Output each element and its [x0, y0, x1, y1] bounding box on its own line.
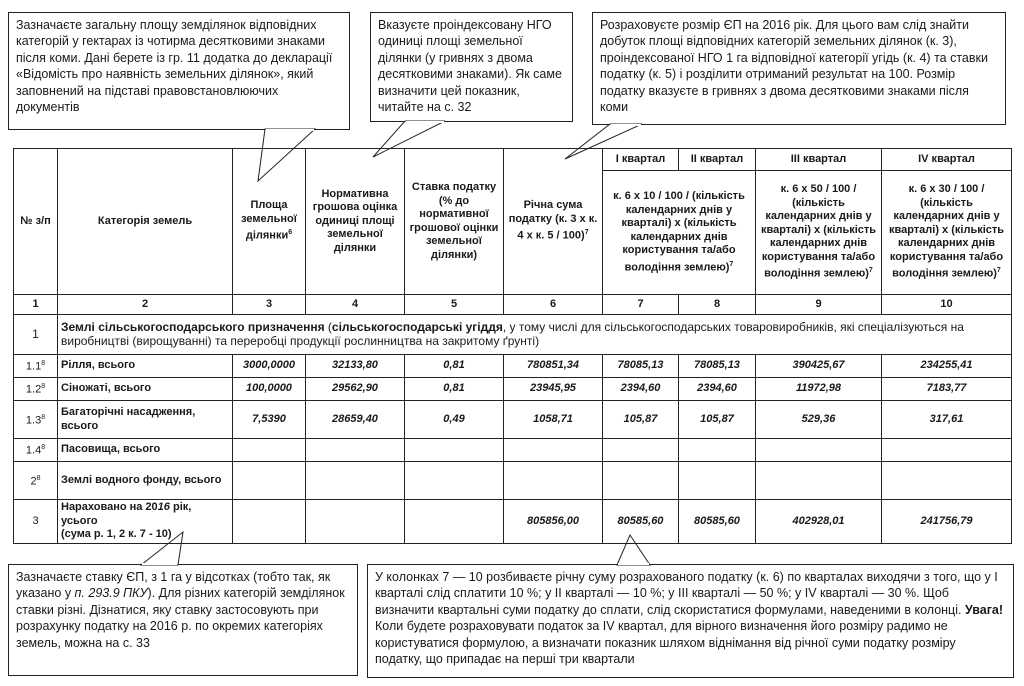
cell-ngo: 32133,80 [306, 355, 405, 378]
column-number: 4 [306, 295, 405, 315]
column-number: 8 [679, 295, 756, 315]
callout-text: ). Для різних категорій земділянок ставки різні. Дізнатися, яку ставку застосовують при розрахунку податку на 2016 р. по окремих категоріях земель, можна на с. 33 [16, 586, 345, 650]
cell-q3: 390425,67 [756, 355, 882, 378]
cell-q3: 11972,98 [756, 378, 882, 401]
cell-q3: 529,36 [756, 401, 882, 439]
cell-annual: 23945,95 [504, 378, 603, 401]
cell-rate [405, 439, 504, 462]
table-row [14, 439, 1012, 462]
cell-q4 [882, 462, 1012, 500]
row-number: $1.2^8$ [14, 378, 58, 401]
cell-q1 [603, 462, 679, 500]
cell-rate [405, 500, 504, 544]
cell-q2: 2394,60 [679, 378, 756, 401]
row-category: Багаторічні насадження, всього [58, 401, 233, 439]
cell-annual [504, 439, 603, 462]
tax-code-reference: п. 293.9 ПКУ [74, 586, 148, 601]
cell-area [233, 500, 306, 544]
row-number: 1 [14, 315, 58, 355]
cell-annual: 780851,34 [504, 355, 603, 378]
cell-area [233, 462, 306, 500]
cell-ngo: 29562,90 [306, 378, 405, 401]
land-tax-table [13, 148, 1012, 544]
cell-q3 [756, 462, 882, 500]
cell-ngo [306, 500, 405, 544]
header-rate: Ставка податку (% до нормативної грошової оцінки земельної ділянки) [405, 149, 504, 295]
formula-q4: к. 6 х 30 / 100 / (кількість календарних днів у кварталі) х (кількість календарних днів користування та/або володіння землею)$^7$ [882, 171, 1012, 295]
cell-q4: 317,61 [882, 401, 1012, 439]
formula-q1-q2: к. 6 х 10 / 100 / (кількість календарних днів у кварталі) х (кількість календарних днів користування та/або володіння землею)$^7$ [603, 171, 756, 295]
row-number: $2^8$ [14, 462, 58, 500]
cell-area: 3000,0000 [233, 355, 306, 378]
header-row-number: № з/п [14, 149, 58, 295]
cell-area: 100,0000 [233, 378, 306, 401]
cell-q4: 241756,79 [882, 500, 1012, 544]
header-q1: I квартал [603, 149, 679, 171]
cell-q1: 78085,13 [603, 355, 679, 378]
table-row [14, 401, 1012, 439]
row-category: Землі водного фонду, всього [58, 462, 233, 500]
cell-q1: 105,87 [603, 401, 679, 439]
table-row [14, 355, 1012, 378]
callout-text: Вказуєте проіндексовану НГО одиниці площі земельної ділянки (у гривнях з двома десятковими знаками). Як саме визначити цей показник, читайте на с. 32 [378, 18, 562, 115]
row-category: Рілля, всього [58, 355, 233, 378]
cell-q4: 7183,77 [882, 378, 1012, 401]
cell-q1: 2394,60 [603, 378, 679, 401]
table-row-total [14, 500, 1012, 544]
column-number: 1 [14, 295, 58, 315]
row-number: $1.1^8$ [14, 355, 58, 378]
cell-annual [504, 462, 603, 500]
header-area: Площа земельної ділянки$^6$ [233, 149, 306, 295]
row-number: 3 [14, 500, 58, 544]
formula-q3: к. 6 х 50 / 100 / (кількість календарних днів у кварталі) х (кількість календарних днів користування та/або володіння землею)$^7$ [756, 171, 882, 295]
cell-rate: 0,49 [405, 401, 504, 439]
column-number: 2 [58, 295, 233, 315]
row-number: $1.4^8$ [14, 439, 58, 462]
cell-q2: 78085,13 [679, 355, 756, 378]
cell-q2 [679, 462, 756, 500]
column-number: 5 [405, 295, 504, 315]
warning-label: Увага! [964, 602, 1004, 617]
column-numbers-row [14, 295, 1012, 315]
column-number: 3 [233, 295, 306, 315]
header-category: Категорія земель [58, 149, 233, 295]
callout-text: Коли будете розраховувати податок за IV квартал, для вірного визначення його розміру радимо не користуватися формулою, а визначати показник шляхом віднімання від річної суми податку розміру податку, що припадає на перші три квартали [375, 619, 956, 667]
header-q4: IV квартал [882, 149, 1012, 171]
cell-ngo: 28659,40 [306, 401, 405, 439]
cell-area: 7,5390 [233, 401, 306, 439]
cell-q4: 234255,41 [882, 355, 1012, 378]
row-category: Пасовища, всього [58, 439, 233, 462]
callout-text: Зазначаєте загальну площу земділянок відповідних категорій у гектарах із чотирма десятковими знаками після коми. Дані берете із гр. 11 додатка до декларації «Відомість про наявність земельних ділянок», який заповнений на підставі правовстановлюючих документів [16, 18, 333, 115]
cell-annual: 1058,71 [504, 401, 603, 439]
cell-q1 [603, 439, 679, 462]
cell-rate: 0,81 [405, 355, 504, 378]
callout-text: Зазначаєте ставку ЄП, з 1 га у відсотках (тобто так, як указано у [16, 570, 331, 601]
table-row [14, 378, 1012, 401]
cell-area [233, 439, 306, 462]
cell-rate [405, 462, 504, 500]
table-row-agricultural-land [14, 315, 1012, 355]
column-number: 6 [504, 295, 603, 315]
cell-annual: 805856,00 [504, 500, 603, 544]
cell-q2: 80585,60 [679, 500, 756, 544]
cell-ngo [306, 439, 405, 462]
cell-rate: 0,81 [405, 378, 504, 401]
header-ngo: Нормативна грошова оцінка одиниці площі земельної ділянки [306, 149, 405, 295]
cell-q2 [679, 439, 756, 462]
cell-q2: 105,87 [679, 401, 756, 439]
column-number: 9 [756, 295, 882, 315]
cell-q1: 80585,60 [603, 500, 679, 544]
cell-q4 [882, 439, 1012, 462]
row-category-description: Землі сільськогосподарського призначення (сільськогосподарські угіддя, у тому числі для сільськогосподарських товаровиробників, які спеціалізуються на виробництві (вирощуванні) та переробці продукції рослинництва на закритому ґрунті) [58, 315, 1012, 355]
callout-text: Розраховуєте розмір ЄП на 2016 рік. Для цього вам слід знайти добуток площі відповідних категорій земельних ділянок (к. 3), проіндексованої НГО 1 га відповідної категорії угідь (к. 4) та ставки податку (к. 5) і розділити отриманий результат на 100. Розмір податку вказуєте в гривнях з двома десятковими знаками після коми [600, 18, 988, 115]
header-annual-tax: Річна сума податку (к. 3 х к. 4 х к. 5 / 100)$^7$ [504, 149, 603, 295]
cell-q3 [756, 439, 882, 462]
header-q3: III квартал [756, 149, 882, 171]
cell-ngo [306, 462, 405, 500]
column-number: 10 [882, 295, 1012, 315]
callout-text: У колонках 7 — 10 розбиваєте річну суму розрахованого податку (к. 6) по кварталах виходячи з того, що у I кварталі слід сплатити 10 %; у II кварталі — 10 %; у III кварталі — 50 %; у IV кварталі — 30 %. Щоб визначити квартальні суми податку до сплати, слід скористатися формулами, наведеними в колонці. [375, 570, 998, 617]
column-number: 7 [603, 295, 679, 315]
row-category: Сіножаті, всього [58, 378, 233, 401]
row-number: $1.3^8$ [14, 401, 58, 439]
header-q2: II квартал [679, 149, 756, 171]
cell-q3: 402928,01 [756, 500, 882, 544]
row-category: Нараховано на 2016 рік, усього (сума р. 1, 2 к. 7 - 10) [58, 500, 233, 544]
table-row [14, 462, 1012, 500]
